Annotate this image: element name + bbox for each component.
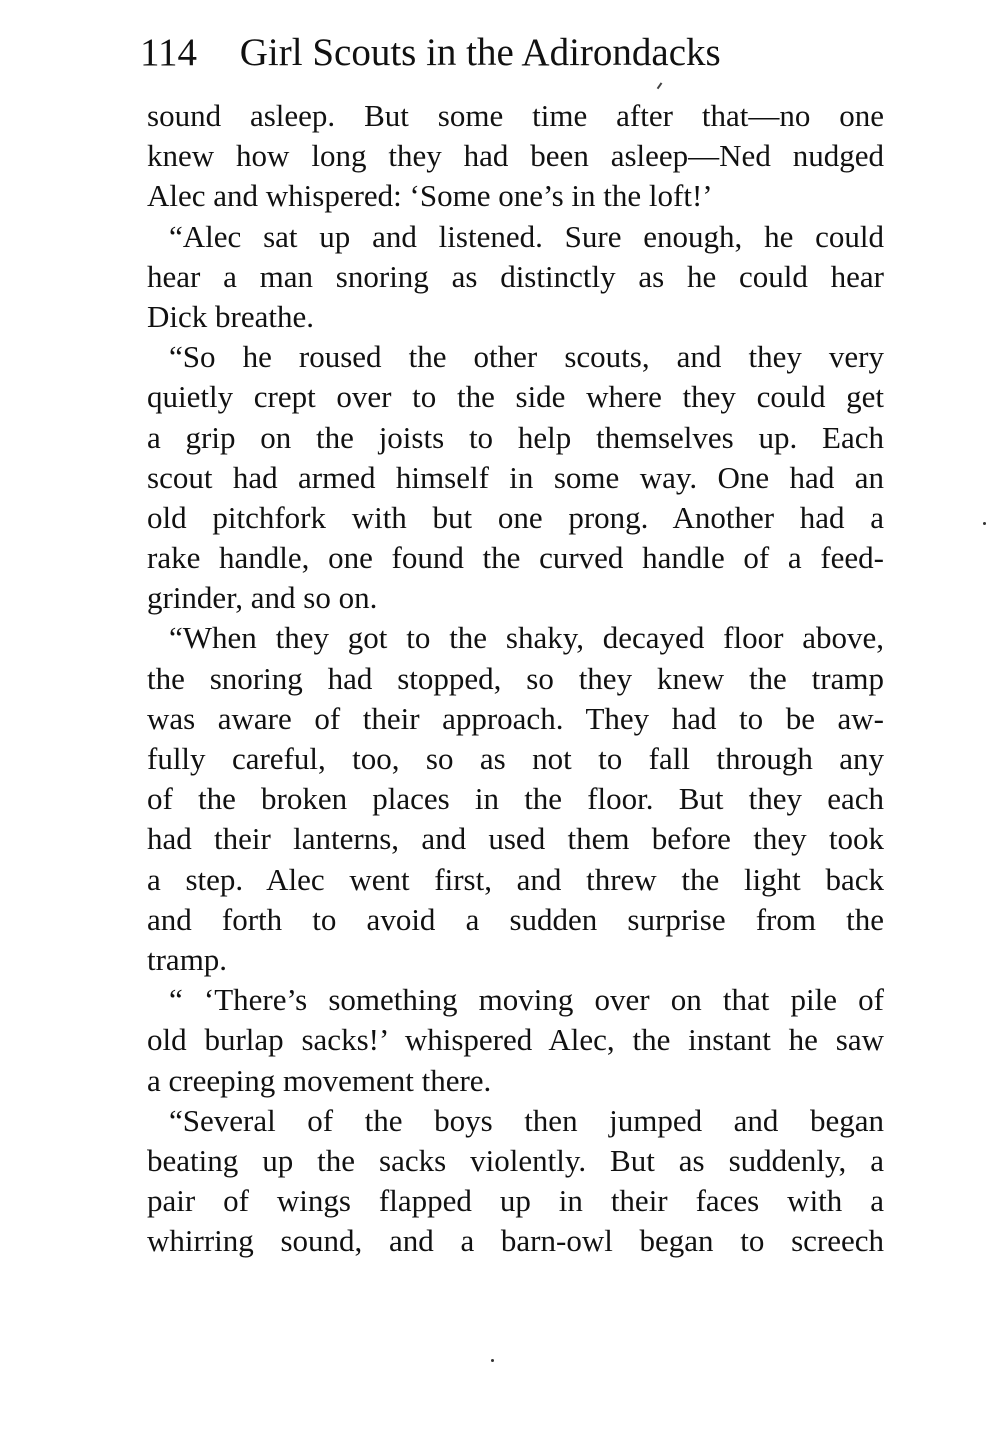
text-line: whirring sound, and a barn-owl began to screech [147, 1223, 884, 1259]
text-line: a grip on the joists to help themselves up. Each [147, 419, 884, 455]
paragraph [147, 217, 884, 338]
paragraph [147, 1101, 884, 1262]
text-line: scout had armed himself in some way. One had an [147, 459, 884, 495]
text-line: fully careful, too, so as not to fall through any [147, 741, 884, 776]
paragraph [147, 618, 884, 980]
text-line: tramp. [147, 941, 228, 977]
text-line: quietly crept over to the side where they could get [147, 379, 884, 415]
text-line: “ ‘There’s something moving over on that pile of [169, 982, 884, 1018]
text-line: and forth to avoid a sudden surprise from the [147, 901, 884, 937]
text-line: a creeping movement there. [147, 1062, 492, 1098]
text-line: a step. Alec went first, and threw the light back [147, 861, 884, 897]
text-line: old burlap sacks!’ whispered Alec, the instant he saw [147, 1022, 884, 1058]
paragraph [147, 980, 884, 1101]
text-line: sound asleep. But some time after that—no one [147, 98, 884, 133]
text-line: of the broken places in the floor. But they each [147, 781, 884, 817]
print-mark [657, 82, 668, 92]
paragraph [147, 96, 884, 217]
text-line: the snoring had stopped, so they knew the tramp [147, 660, 884, 696]
page-number: 114 [140, 31, 198, 74]
text-line: beating up the sacks violently. But as suddenly, a [147, 1142, 884, 1178]
running-head-title: Girl Scouts in the Adirondacks [239, 31, 721, 74]
text-line: “Alec sat up and listened. Sure enough, he could [169, 218, 884, 254]
text-line: “When they got to the shaky, decayed floor above, [169, 620, 884, 656]
text-line: knew how long they had been asleep—Ned nudged [147, 138, 884, 174]
print-speck [983, 522, 986, 525]
text-line: “So he roused the other scouts, and they very [169, 339, 884, 375]
text-line: pair of wings flapped up in their faces with a [147, 1183, 884, 1219]
print-speck [491, 1359, 494, 1362]
text-line: Dick breathe. [147, 298, 314, 334]
text-line: old pitchfork with but one prong. Another had a [147, 499, 884, 535]
paragraph [147, 337, 884, 618]
running-head [140, 28, 900, 78]
text-line: was aware of their approach. They had to be aw- [147, 700, 884, 736]
text-line: rake handle, one found the curved handle of a feed- [147, 540, 884, 576]
text-line: “Several of the boys then jumped and began [169, 1102, 884, 1138]
text-line: hear a man snoring as distinctly as he could hear [147, 258, 884, 294]
body-text [147, 96, 884, 1261]
text-line: Alec and whispered: ‘Some one’s in the loft!’ [147, 178, 713, 214]
text-line: had their lanterns, and used them before they took [147, 821, 884, 857]
text-line: grinder, and so on. [147, 580, 378, 616]
